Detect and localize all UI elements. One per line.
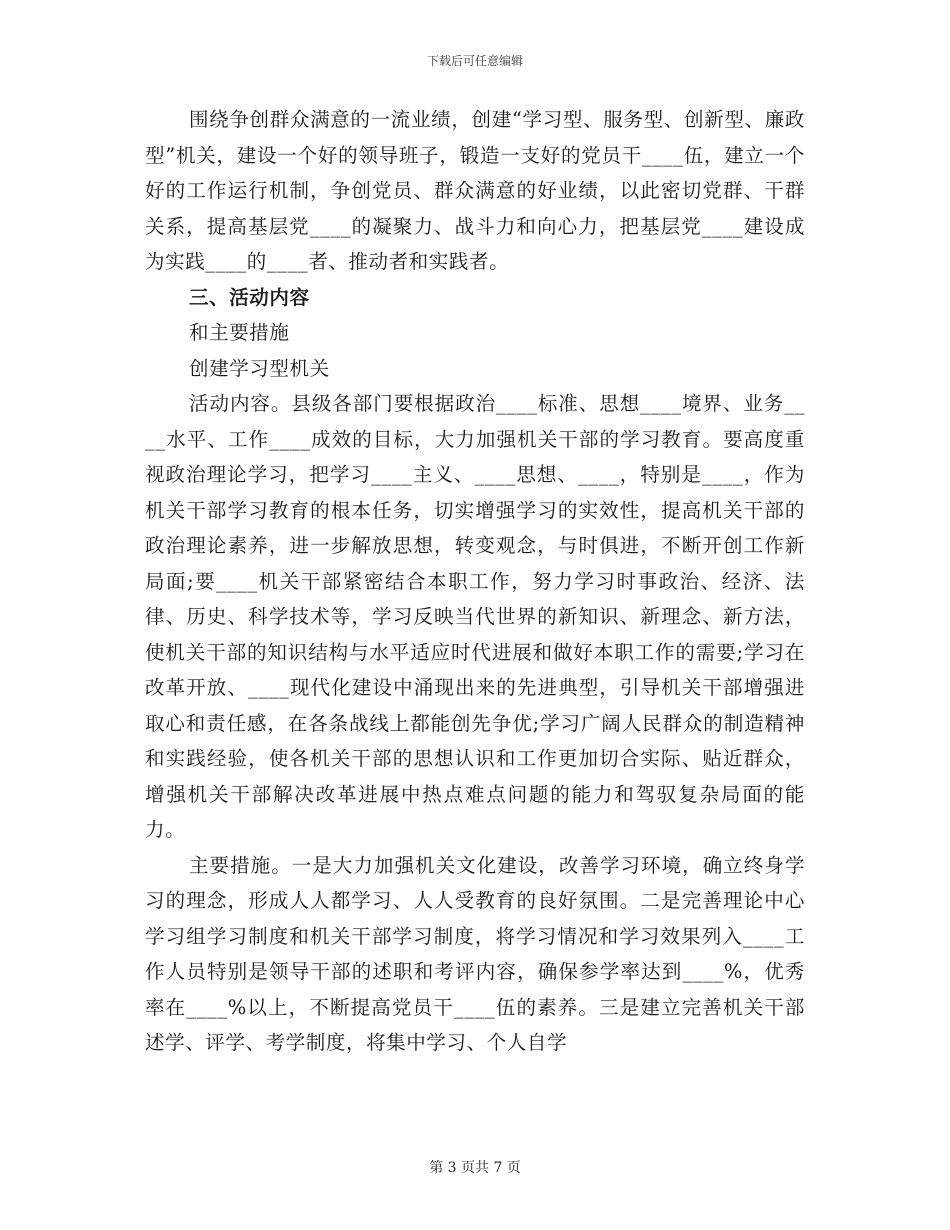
paragraph-intro: 围绕争创群众满意的一流业绩，创建“学习型、服务型、创新型、廉政型”机关，建设一个好的领导班子，锻造一支好的党员干____伍，建立一个好的工作运行机制，争创党员、群众满意的好业绩，以此密切党群、干群关系，提高基层党____的凝聚力、战斗力和向心力，把基层党____建设成为实践____的____者、推动者和实践者。: [145, 108, 805, 273]
page-header: 下载后可任意编辑: [426, 54, 523, 68]
document-body: [145, 102, 805, 1061]
page-footer: 第 3 页共 7 页: [429, 1160, 521, 1176]
subheading-learning-organ: 创建学习型机关: [189, 356, 330, 380]
paragraph-activity-content: 活动内容。县级各部门要根据政治____标准、思想____境界、业务____水平、工作____成效的目标，大力加强机关干部的学习教育。要高度重视政治理论学习，把学习____主义、____思想、____，特别是____，作为机关干部学习教育的根本任务，切实增强学习的实效性，提高机关干部的政治理论素养，进一步解放思想，转变观念，与时俱进，不断开创工作新局面;要____机关干部紧密结合本职工作，努力学习时事政治、经济、法律、历史、科学技术等，学习反映当代世界的新知识、新理念、新方法，使机关干部的知识结构与水平适应时代进展和做好本职工作的需要;学习在改革开放、____现代化建设中涌现出来的先进典型，引导机关干部增强进取心和责任感，在各条战线上都能创先争优;学习广阔人民群众的制造精神和实践经验，使各机关干部的思想认识和工作更加切合实际、贴近群众，增强机关干部解决改革进展中热点难点问题的能力和驾驭复杂局面的能力。: [145, 392, 805, 841]
subheading-measures: 和主要措施: [189, 321, 290, 344]
section-heading: 三、活动内容: [189, 285, 310, 309]
paragraph-main-measures: 主要措施。一是大力加强机关文化建设，改善学习环境，确立终身学习的理念，形成人人都学习、人人受教育的良好氛围。二是完善理论中心学习组学习制度和机关干部学习制度，将学习情况和学习效果列入____工作人员特别是领导干部的述职和考评内容，确保参学率达到____%，优秀率在____%以上，不断提高党员干____伍的素养。三是建立完善机关干部述学、评学、考学制度，将集中学习、个人自学: [145, 853, 805, 1054]
